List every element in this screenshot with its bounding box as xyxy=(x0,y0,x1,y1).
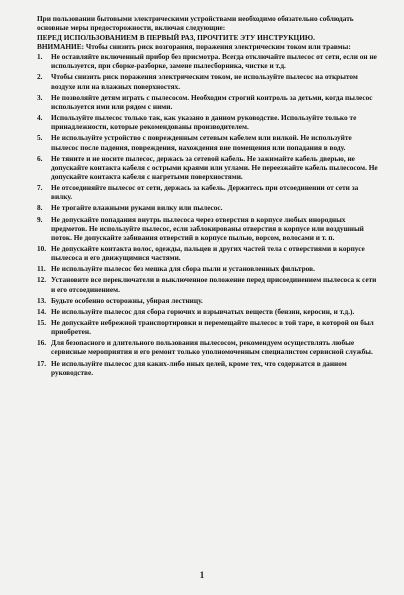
rule-number: 15. xyxy=(37,317,47,327)
safety-rules-list xyxy=(37,52,378,377)
safety-rule-item xyxy=(37,113,378,131)
rule-text: Не трогайте влажными руками вилку или пылесос. xyxy=(51,203,223,213)
safety-rule-item xyxy=(37,264,378,273)
safety-rule-item xyxy=(37,318,378,336)
rule-text: Используйте пылесос только так, как указано в данном руководстве. Используйте только те принадлежности, которые рекомендованы производителем. xyxy=(51,113,357,132)
rule-text: Не используйте пылесос для сбора горючих и взрывчатых веществ (бензин, керосин, и т.д.). xyxy=(51,306,355,316)
safety-rule-item xyxy=(37,359,378,377)
rule-text: Не допускайте попадания внутрь пылесоса через отверстия в корпусе любых инородных предметов. Не используйте пылесос, если заблокированы отверстия в корпусе или воздушный поток. Не допускайте забивания отверстий в корпусе пылью, ворсом, волосами и т. п. xyxy=(51,214,364,242)
rule-number: 2. xyxy=(37,72,43,82)
safety-rule-item xyxy=(37,307,378,316)
safety-rule-item xyxy=(37,154,378,182)
safety-rule-item xyxy=(37,296,378,305)
rule-text: Не используйте устройство с поврежденным сетевым кабелем или вилкой. Не используйте пылесос после падения, повреждения, нахождения вне помещения или попадания в воду. xyxy=(51,133,352,152)
rule-number: 16. xyxy=(37,338,47,348)
page-number: 1 xyxy=(199,570,205,580)
rule-number: 4. xyxy=(37,113,43,123)
rule-text: Не допускайте небрежной транспортировки и перемещайте пылесос в той таре, в которой он был приобретен. xyxy=(51,317,374,337)
warning-paragraph: ВНИМАНИЕ: Чтобы снизить риск возгорания, поражения электрическим током или травмы: xyxy=(37,41,351,51)
rule-number: 10. xyxy=(37,244,47,254)
rule-number: 3. xyxy=(37,92,43,102)
rule-number: 7. xyxy=(37,183,43,193)
rule-text: Будьте особенно осторожны, убирая лестницу. xyxy=(51,295,203,305)
safety-rule-item xyxy=(37,72,378,90)
instruction-heading: ПЕРЕД ИСПОЛЬЗОВАНИЕМ В ПЕРВЫЙ РАЗ, ПРОЧТИТЕ ЭТУ ИНСТРУКЦИЮ. xyxy=(37,32,315,42)
rule-text: Для безопасного и длительного пользования пылесосом, рекомендуем осуществлять любые сервисные мероприятия и его ремонт только уполномоченным специалистом сервисной службы. xyxy=(51,338,373,357)
safety-rule-item xyxy=(37,275,378,293)
rule-number: 11. xyxy=(37,264,46,274)
intro-paragraph: При пользовании бытовыми электрическими устройствами необходимо обязательно соблюдать основные меры предосторожности, включая следующие: xyxy=(37,14,354,33)
rule-number: 9. xyxy=(37,214,43,224)
rule-number: 1. xyxy=(37,52,43,62)
safety-rule-item xyxy=(37,338,378,356)
rule-text: Не используйте пылесос без мешка для сбора пыли и установленных фильтров. xyxy=(51,264,315,274)
safety-rule-item xyxy=(37,203,378,212)
rule-text: Не допускайте контакта волос, одежды, пальцев и других частей тела с отверстиями в корпусе пылесоса и его движущимися частями. xyxy=(51,244,365,263)
rule-text: Не тяните и не носите пылесос, держась за сетевой кабель. Не зажимайте кабель дверью, не допускайте контакта кабеля с острыми краями или углами. Не переезжайте кабель пылесосом. Не допускайте контакта кабеля с нагретыми поверхностями. xyxy=(51,153,378,182)
safety-rule-item xyxy=(37,215,378,243)
rule-number: 14. xyxy=(37,306,47,316)
safety-rule-item xyxy=(37,52,378,70)
rule-text: Не используйте пылесос для каких-либо иных целей, кроме тех, что содержатся в данном руководстве. xyxy=(51,358,347,377)
rule-number: 12. xyxy=(37,275,47,285)
rule-number: 5. xyxy=(37,133,43,143)
safety-rule-item xyxy=(37,133,378,151)
rule-number: 6. xyxy=(37,153,43,163)
safety-rule-item xyxy=(37,244,378,262)
rule-text: Установите все переключатели в выключенное положение перед присоединением пылесоса к сети и его отсоединением. xyxy=(51,275,377,294)
rule-text: Не отсоединяйте пылесос от сети, держась за кабель. Держитесь при отсоединении от сети за вилку. xyxy=(51,183,359,202)
safety-rule-item xyxy=(37,183,378,201)
rule-number: 13. xyxy=(37,295,47,305)
safety-rule-item xyxy=(37,93,378,111)
rule-number: 17. xyxy=(37,358,47,368)
rule-text: Не оставляйте включенный прибор без присмотра. Всегда отключайте пылесос от сети, если он не используется, при сборке-разборке, замене пылесборника, чистке и т.д. xyxy=(51,52,377,71)
rule-number: 8. xyxy=(37,203,43,213)
rule-text: Чтобы снизить риск поражения электрическим током, не используйте пылесос на открытом воздухе или на влажных поверхностях. xyxy=(51,72,358,91)
rule-text: Не позволяйте детям играть с пылесосом. Необходим строгий контроль за детьми, когда пылесос используется ими или рядом с ними. xyxy=(51,92,373,111)
